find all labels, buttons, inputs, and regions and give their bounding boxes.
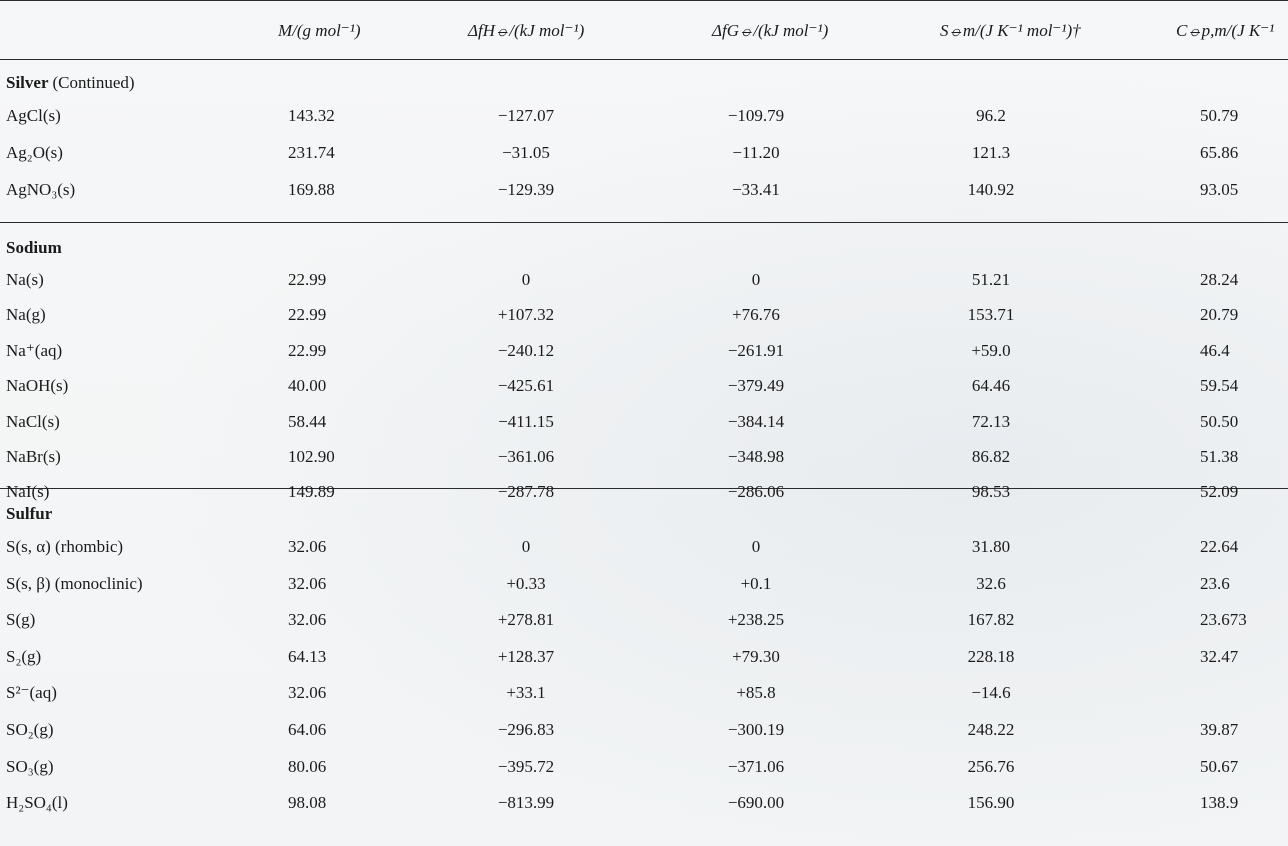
enthalpy-cell: +107.32 bbox=[497, 305, 555, 325]
table-row bbox=[0, 340, 1288, 370]
substance-cell: NaI(s) bbox=[6, 482, 50, 502]
enthalpy-cell: 0 bbox=[521, 270, 531, 289]
substance-cell: Ag₂O(s) bbox=[6, 143, 63, 162]
entropy-cell: −14.6 bbox=[971, 683, 1011, 703]
entropy-cell: +59.0 bbox=[971, 340, 1011, 360]
table-row bbox=[0, 609, 1288, 639]
enthalpy-cell: +278.81 bbox=[497, 610, 555, 630]
substance-cell: S²⁻(aq) bbox=[6, 683, 57, 703]
enthalpy-cell: −129.39 bbox=[497, 180, 555, 199]
section-divider bbox=[0, 222, 1288, 223]
gibbs-cell: −300.19 bbox=[727, 720, 785, 739]
table-row bbox=[0, 105, 1288, 135]
header-enthalpy: ΔfH⦵/(kJ mol⁻¹) bbox=[468, 21, 585, 40]
entropy-cell: 86.82 bbox=[971, 447, 1011, 466]
header-entropy: S⦵m/(J K⁻¹ mol⁻¹)† bbox=[940, 21, 1081, 40]
substance-cell: S(s, α) (rhombic) bbox=[6, 537, 124, 556]
gibbs-cell: +0.1 bbox=[740, 573, 772, 593]
table-row bbox=[0, 481, 1288, 511]
substance-cell: NaBr(s) bbox=[6, 447, 61, 466]
molar-mass-cell: 98.08 bbox=[288, 793, 327, 813]
substance-cell: S₂(g) bbox=[6, 646, 42, 666]
table-row bbox=[0, 446, 1288, 476]
gibbs-cell: +79.30 bbox=[732, 646, 780, 666]
entropy-cell: 228.18 bbox=[967, 646, 1015, 666]
gibbs-cell: +85.8 bbox=[736, 683, 776, 703]
heat-capacity-cell: 93.05 bbox=[1200, 180, 1239, 199]
molar-mass-cell: 32.06 bbox=[288, 573, 327, 593]
substance-cell: Na(g) bbox=[6, 305, 46, 325]
enthalpy-cell: −361.06 bbox=[497, 447, 555, 466]
heat-capacity-cell: 59.54 bbox=[1200, 376, 1239, 396]
heat-capacity-cell: 138.9 bbox=[1200, 793, 1239, 813]
heat-capacity-cell: 50.79 bbox=[1200, 106, 1239, 125]
gibbs-cell: −379.49 bbox=[727, 376, 785, 396]
table-row bbox=[0, 411, 1288, 441]
molar-mass-cell: 32.06 bbox=[288, 610, 327, 630]
entropy-cell: 140.92 bbox=[967, 180, 1015, 199]
section-title bbox=[6, 72, 135, 94]
section-subtitle: (Continued) bbox=[52, 73, 135, 92]
table-row bbox=[0, 536, 1288, 566]
substance-cell: AgNO₃(s) bbox=[6, 180, 76, 199]
entropy-cell: 51.21 bbox=[971, 270, 1011, 289]
enthalpy-cell: −240.12 bbox=[497, 340, 555, 360]
gibbs-cell: 0 bbox=[751, 537, 761, 556]
header-rule bbox=[0, 59, 1288, 60]
section-title bbox=[6, 237, 62, 259]
molar-mass-cell: 22.99 bbox=[288, 340, 327, 360]
heat-capacity-cell: 32.47 bbox=[1200, 646, 1239, 666]
heat-capacity-cell: 28.24 bbox=[1200, 270, 1239, 289]
heat-capacity-cell: 20.79 bbox=[1200, 305, 1239, 325]
heat-capacity-cell: 46.4 bbox=[1200, 340, 1230, 360]
table-row bbox=[0, 304, 1288, 334]
enthalpy-cell: −395.72 bbox=[497, 756, 555, 776]
heat-capacity-cell: 39.87 bbox=[1200, 720, 1239, 739]
substance-cell: S(g) bbox=[6, 610, 36, 630]
entropy-cell: 256.76 bbox=[967, 756, 1015, 776]
molar-mass-cell: 64.13 bbox=[288, 646, 327, 666]
entropy-cell: 72.13 bbox=[971, 411, 1011, 431]
heat-capacity-cell: 23.6 bbox=[1200, 573, 1230, 593]
header-heat-capacity: C⦵p,m/(J K⁻¹ bbox=[1176, 21, 1275, 40]
gibbs-cell: −384.14 bbox=[727, 411, 785, 431]
gibbs-cell: −109.79 bbox=[727, 106, 785, 125]
entropy-cell: 156.90 bbox=[967, 793, 1015, 813]
header-gibbs: ΔfG⦵/(kJ mol⁻¹) bbox=[712, 21, 829, 40]
enthalpy-cell: −813.99 bbox=[497, 793, 555, 813]
enthalpy-cell: −127.07 bbox=[497, 106, 555, 125]
substance-cell: SO₂(g) bbox=[6, 720, 54, 739]
molar-mass-cell: 149.89 bbox=[288, 482, 335, 502]
substance-cell: S(s, β) (monoclinic) bbox=[6, 573, 143, 593]
gibbs-cell: +76.76 bbox=[732, 305, 780, 325]
section-name: Silver bbox=[6, 73, 49, 92]
table-row bbox=[0, 142, 1288, 172]
header-molar-mass: M/(g mol⁻¹) bbox=[278, 21, 361, 40]
gibbs-cell: −11.20 bbox=[732, 143, 780, 162]
heat-capacity-cell: 65.86 bbox=[1200, 143, 1239, 162]
entropy-cell: 64.46 bbox=[971, 376, 1011, 396]
gibbs-cell: −286.06 bbox=[727, 482, 785, 502]
table-row bbox=[0, 682, 1288, 712]
entropy-cell: 32.6 bbox=[976, 573, 1006, 593]
top-rule bbox=[0, 0, 1288, 1]
heat-capacity-cell: 22.64 bbox=[1200, 537, 1239, 556]
heat-capacity-cell: 23.673 bbox=[1200, 610, 1247, 630]
gibbs-cell: −261.91 bbox=[727, 340, 785, 360]
gibbs-cell: −371.06 bbox=[727, 756, 785, 776]
enthalpy-cell: −31.05 bbox=[502, 143, 550, 162]
section-name: Sodium bbox=[6, 238, 62, 257]
enthalpy-cell: −425.61 bbox=[497, 376, 555, 396]
substance-cell: AgCl(s) bbox=[6, 106, 61, 125]
enthalpy-cell: +128.37 bbox=[497, 646, 555, 666]
molar-mass-cell: 231.74 bbox=[288, 143, 335, 162]
molar-mass-cell: 80.06 bbox=[288, 756, 327, 776]
enthalpy-cell: 0 bbox=[521, 537, 531, 556]
heat-capacity-cell: 50.67 bbox=[1200, 756, 1239, 776]
enthalpy-cell: +0.33 bbox=[506, 573, 546, 593]
entropy-cell: 98.53 bbox=[971, 482, 1011, 502]
molar-mass-cell: 40.00 bbox=[288, 376, 327, 396]
molar-mass-cell: 58.44 bbox=[288, 411, 327, 431]
substance-cell: H₂SO₄(l) bbox=[6, 793, 68, 813]
table-row bbox=[0, 375, 1288, 405]
enthalpy-cell: −411.15 bbox=[498, 411, 554, 431]
substance-cell: NaOH(s) bbox=[6, 376, 69, 396]
table-row bbox=[0, 756, 1288, 786]
table-row bbox=[0, 269, 1288, 299]
table-row bbox=[0, 179, 1288, 209]
section-name: Sulfur bbox=[6, 504, 53, 523]
enthalpy-cell: +33.1 bbox=[506, 683, 546, 703]
molar-mass-cell: 102.90 bbox=[288, 447, 335, 466]
heat-capacity-cell: 50.50 bbox=[1200, 411, 1239, 431]
enthalpy-cell: −287.78 bbox=[497, 482, 555, 502]
enthalpy-cell: −296.83 bbox=[497, 720, 555, 739]
substance-cell: NaCl(s) bbox=[6, 411, 60, 431]
substance-cell: Na⁺(aq) bbox=[6, 340, 63, 360]
table-row bbox=[0, 646, 1288, 676]
molar-mass-cell: 169.88 bbox=[288, 180, 335, 199]
table-row bbox=[0, 719, 1288, 749]
section-title bbox=[6, 503, 52, 525]
molar-mass-cell: 22.99 bbox=[288, 270, 327, 289]
entropy-cell: 248.22 bbox=[967, 720, 1015, 739]
heat-capacity-cell: 51.38 bbox=[1200, 447, 1239, 466]
molar-mass-cell: 32.06 bbox=[288, 683, 327, 703]
gibbs-cell: 0 bbox=[751, 270, 761, 289]
entropy-cell: 121.3 bbox=[971, 143, 1011, 162]
entropy-cell: 31.80 bbox=[971, 537, 1011, 556]
gibbs-cell: −33.41 bbox=[732, 180, 780, 199]
molar-mass-cell: 32.06 bbox=[288, 537, 327, 556]
gibbs-cell: −690.00 bbox=[727, 793, 785, 813]
entropy-cell: 167.82 bbox=[967, 610, 1015, 630]
heat-capacity-cell: 52.09 bbox=[1200, 482, 1239, 502]
gibbs-cell: −348.98 bbox=[727, 447, 785, 466]
gibbs-cell: +238.25 bbox=[727, 610, 785, 630]
table-row bbox=[0, 573, 1288, 603]
table-row bbox=[0, 792, 1288, 822]
entropy-cell: 96.2 bbox=[976, 106, 1006, 125]
molar-mass-cell: 143.32 bbox=[288, 106, 335, 125]
molar-mass-cell: 64.06 bbox=[288, 720, 327, 739]
substance-cell: SO₃(g) bbox=[6, 756, 54, 776]
molar-mass-cell: 22.99 bbox=[288, 305, 327, 325]
substance-cell: Na(s) bbox=[6, 270, 44, 289]
entropy-cell: 153.71 bbox=[967, 305, 1015, 325]
